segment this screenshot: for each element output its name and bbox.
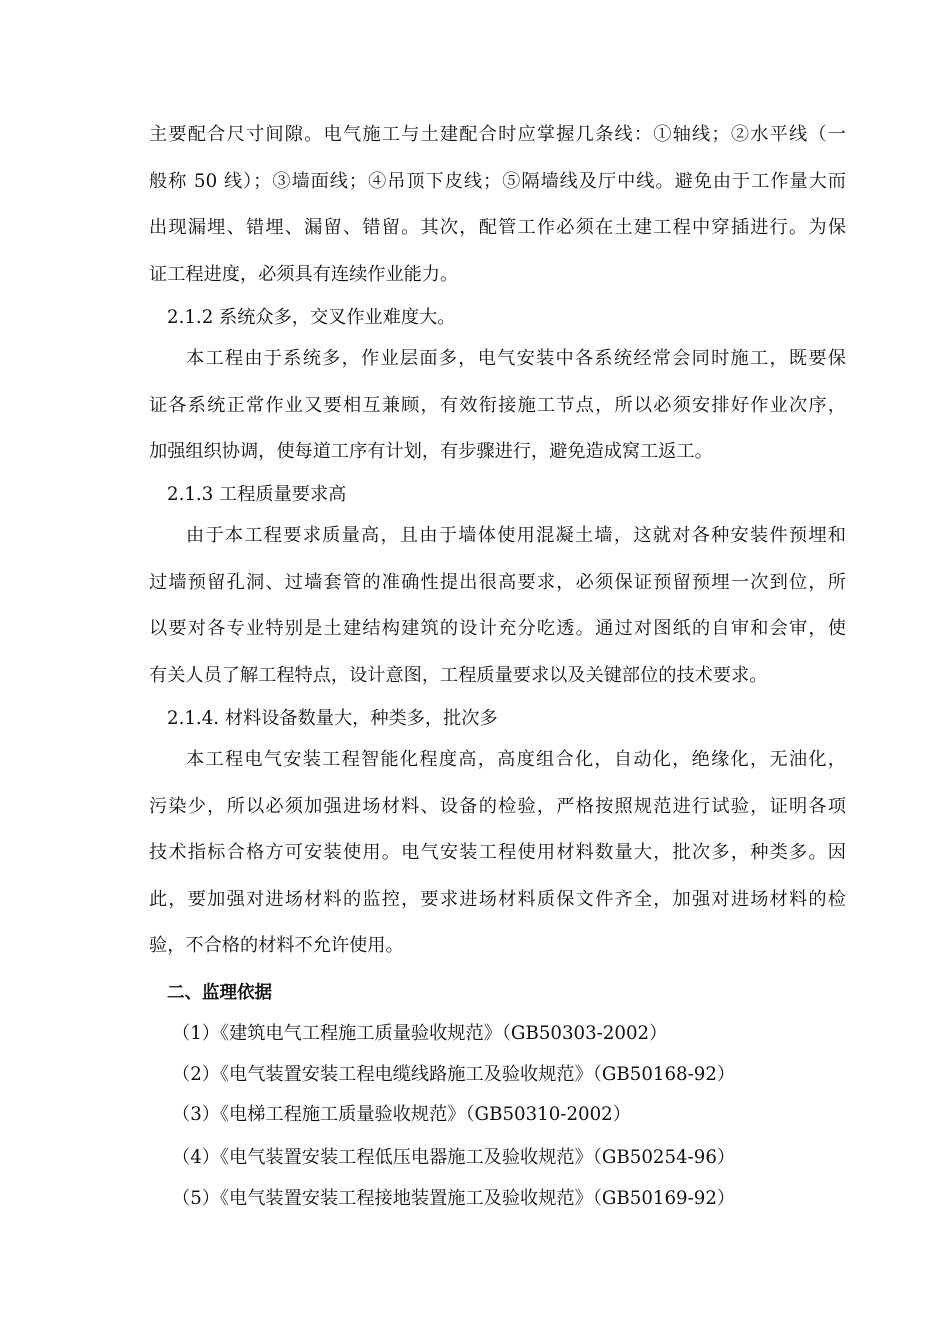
- reference-item-1: （1）《建筑电气工程施工质量验收规范》（GB50303-2002）: [172, 1023, 668, 1044]
- para2-line3: 加强组织协调，使每道工序有计划，有步骤进行，避免造成窝工返工。: [149, 441, 713, 462]
- para2-line1: 本工程由于系统多，作业层面多，电气安装中各系统经常会同时施工，既要保: [186, 348, 846, 369]
- reference-item-2: （2）《电气装置安装工程电缆线路施工及验收规范》（GB50168-92）: [172, 1064, 736, 1085]
- reference-item-5: （5）《电气装置安装工程接地装置施工及验收规范》（GB50169-92）: [172, 1188, 736, 1209]
- section2-title: 二、监理依据: [167, 983, 272, 1003]
- heading-2-1-3: 2.1.3 工程质量要求高: [167, 484, 347, 505]
- para4-line5: 验，不合格的材料不允许使用。: [149, 935, 404, 956]
- reference-item-4: （4）《电气装置安装工程低压电器施工及验收规范》（GB50254-96）: [172, 1147, 736, 1168]
- para3-line4: 有关人员了解工程特点，设计意图，工程质量要求以及关键部位的技术要求。: [149, 665, 768, 686]
- para4-line1: 本工程电气安装工程智能化程度高，高度组合化，自动化，绝缘化，无油化，: [186, 749, 846, 770]
- heading-2-1-4: 2.1.4. 材料设备数量大，种类多，批次多: [167, 708, 498, 729]
- heading-2-1-2: 2.1.2 系统众多，交叉作业难度大。: [167, 307, 456, 328]
- para3-line1: 由于本工程要求质量高，且由于墙体使用混凝土墙，这就对各种安装件预埋和: [186, 525, 846, 546]
- para3-line3: 以要对各专业特别是土建结构建筑的设计充分吃透。通过对图纸的自审和会审，使: [149, 618, 846, 639]
- para1-line4: 证工程进度，必须具有连续作业能力。: [149, 264, 459, 285]
- reference-item-3: （3）《电梯工程施工质量验收规范》（GB50310-2002）: [172, 1104, 631, 1125]
- para1-line3: 出现漏埋、错埋、漏留、错留。其次，配管工作必须在土建工程中穿插进行。为保: [149, 217, 846, 238]
- para1-line1: 主要配合尺寸间隙。电气施工与土建配合时应掌握几条线：①轴线；②水平线（一: [149, 124, 846, 145]
- para1-line2: 般称 50 线）；③墙面线；④吊顶下皮线；⑤隔墙线及厅中线。避免由于工作量大而: [149, 171, 846, 192]
- para4-line4: 此，要加强对进场材料的监控，要求进场材料质保文件齐全，加强对进场材料的检: [149, 889, 846, 910]
- para3-line2: 过墙预留孔洞、过墙套管的准确性提出很高要求，必须保证预留预埋一次到位，所: [149, 572, 846, 593]
- para4-line2: 污染少，所以必须加强进场材料、设备的检验，严格按照规范进行试验，证明各项: [149, 796, 846, 817]
- para2-line2: 证各系统正常作业又要相互兼顾，有效衔接施工节点，所以必须安排好作业次序，: [149, 395, 846, 416]
- para4-line3: 技术指标合格方可安装使用。电气安装工程使用材料数量大，批次多，种类多。因: [149, 842, 846, 863]
